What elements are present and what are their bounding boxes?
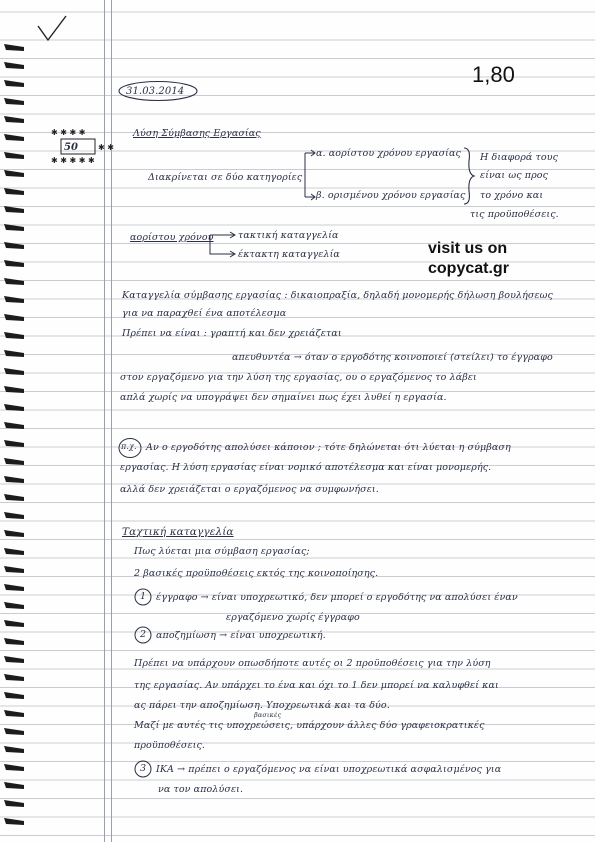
spiral-ring bbox=[4, 638, 24, 645]
note-line: Πως λύεται μια σύμβαση εργασίας; bbox=[134, 546, 310, 557]
watermark-line-2: copycat.gr bbox=[428, 260, 509, 277]
note-line: Μαζί με αυτές τις υποχρεώσεις, υπάρχουν άλλες δύο γραφειοκρατικές bbox=[134, 720, 485, 731]
difference-note-2: είναι ως προς bbox=[480, 170, 549, 181]
difference-note-4: τις προϋποθέσεις. bbox=[470, 209, 559, 220]
aoristou-arrows bbox=[208, 230, 238, 260]
spiral-ring bbox=[4, 440, 24, 447]
note-line: της εργασίας. Αν υπάρχει το ένα και όχι το 1 δεν μπορεί να καλυφθεί και bbox=[134, 680, 499, 691]
ordinary-termination: τακτική καταγγελία bbox=[238, 230, 339, 241]
spiral-ring bbox=[4, 62, 24, 69]
spiral-ring bbox=[4, 620, 24, 627]
spiral-ring bbox=[4, 404, 24, 411]
page-heading: Λύση Σύμβασης Εργασίας bbox=[133, 128, 261, 139]
spiral-ring bbox=[4, 728, 24, 735]
spiral-ring bbox=[4, 152, 24, 159]
spiral-ring bbox=[4, 80, 24, 87]
date: 31.03.2014 bbox=[126, 86, 185, 97]
spiral-ring bbox=[4, 584, 24, 591]
spiral-ring bbox=[4, 44, 24, 51]
spiral-ring bbox=[4, 170, 24, 177]
right-brace bbox=[462, 146, 476, 206]
example-marker: π.χ. bbox=[121, 442, 137, 451]
svg-text:✱ ✱ ✱ ✱: ✱ ✱ ✱ ✱ bbox=[51, 128, 86, 137]
extraordinary-termination: έκτακτη καταγγελία bbox=[238, 249, 340, 260]
difference-note-1: Η διαφορά τους bbox=[480, 152, 559, 163]
note-line: αποζημίωση → είναι υποχρεωτική. bbox=[156, 630, 326, 641]
spiral-ring bbox=[4, 260, 24, 267]
note-line: αλλά δεν χρειάζεται ο εργαζόμενος να συμφωνήσει. bbox=[120, 484, 379, 495]
note-line: έγγραφο → είναι υποχρεωτικό, δεν μπορεί ο εργοδότης να απολύσει έναν bbox=[156, 592, 518, 603]
note-line: για να παραχθεί ένα αποτέλεσμα bbox=[122, 308, 287, 319]
check-mark-icon bbox=[36, 14, 76, 44]
spiral-ring bbox=[4, 332, 24, 339]
spiral-ring bbox=[4, 602, 24, 609]
category-a: α. αορίστου χρόνου εργασίας bbox=[316, 148, 461, 159]
spiral-ring bbox=[4, 278, 24, 285]
spiral-ring bbox=[4, 476, 24, 483]
note-line: Πρέπει να υπάρχουν οπωσδήποτε αυτές οι 2 προϋποθέσεις για την λύση bbox=[134, 658, 491, 669]
spiral-ring bbox=[4, 494, 24, 501]
spiral-ring bbox=[4, 818, 24, 825]
note-line: απευθυντέα → όταν ο εργοδότης κοινοποιεί (στείλει) το έγγραφο bbox=[232, 352, 553, 363]
spiral-ring bbox=[4, 764, 24, 771]
spiral-ring bbox=[4, 296, 24, 303]
difference-note-3: το χρόνο και bbox=[480, 190, 544, 201]
split-arrows bbox=[295, 150, 315, 200]
spiral-ring bbox=[4, 188, 24, 195]
spiral-ring bbox=[4, 566, 24, 573]
spiral-ring bbox=[4, 350, 24, 357]
note-line: Καταγγελία σύμβασης εργασίας : δικαιοπραξία, δηλαδή μονομερής δήλωση βουλήσεως bbox=[122, 290, 553, 301]
spiral-ring bbox=[4, 242, 24, 249]
insert-word: βασικές bbox=[254, 711, 282, 719]
grade-score: 1,80 bbox=[472, 62, 515, 87]
note-line: απλά χωρίς να υπογράψει δεν σημαίνει πως έχει λυθεί η εργασία. bbox=[120, 392, 447, 403]
note-line: στον εργαζόμενο για την λύση της εργασίας, ου ο εργαζόμενος το λάβει bbox=[120, 372, 477, 383]
number-marker: 2 bbox=[140, 629, 147, 640]
spiral-ring bbox=[4, 710, 24, 717]
spiral-binding bbox=[0, 38, 30, 838]
spiral-ring bbox=[4, 314, 24, 321]
note-line: εργαζόμενο χωρίς έγγραφο bbox=[226, 612, 360, 623]
svg-text:✱ ✱ ✱ ✱ ✱: ✱ ✱ ✱ ✱ ✱ bbox=[51, 156, 95, 165]
note-line: να τον απολύσει. bbox=[158, 784, 244, 795]
spiral-ring bbox=[4, 548, 24, 555]
aoristou-label: αορίστου χρόνου bbox=[130, 232, 214, 243]
spiral-ring bbox=[4, 782, 24, 789]
spiral-ring bbox=[4, 368, 24, 375]
spiral-ring bbox=[4, 800, 24, 807]
star-stamp bbox=[48, 126, 120, 166]
spiral-ring bbox=[4, 458, 24, 465]
spiral-ring bbox=[4, 674, 24, 681]
spiral-ring bbox=[4, 746, 24, 753]
spiral-ring bbox=[4, 98, 24, 105]
spiral-ring bbox=[4, 512, 24, 519]
spiral-ring bbox=[4, 656, 24, 663]
category-b: β. ορισμένου χρόνου εργασίας bbox=[316, 190, 466, 201]
note-line: Πρέπει να είναι : γραπτή και δεν χρειάζεται bbox=[122, 328, 342, 339]
section-heading: Ταχτική καταγγελία bbox=[122, 526, 234, 538]
spiral-ring bbox=[4, 134, 24, 141]
note-line: ας πάρει την αποζημίωση. Υποχρεωτικά και τα δύο. bbox=[134, 700, 390, 711]
categories-text: Διακρίνεται σε δύο κατηγορίες bbox=[148, 172, 303, 183]
note-line: ΙΚΑ → πρέπει ο εργαζόμενος να είναι υποχρεωτικά ασφαλισμένος για bbox=[156, 764, 502, 775]
spiral-ring bbox=[4, 116, 24, 123]
stamp-number: 50 bbox=[64, 142, 79, 153]
note-line: 2 βασικές προϋποθέσεις εκτός της κοινοποίησης. bbox=[134, 568, 379, 579]
spiral-ring bbox=[4, 224, 24, 231]
spiral-ring bbox=[4, 530, 24, 537]
number-marker: 1 bbox=[140, 591, 147, 602]
spiral-ring bbox=[4, 386, 24, 393]
spiral-ring bbox=[4, 692, 24, 699]
spiral-ring bbox=[4, 206, 24, 213]
spiral-ring bbox=[4, 422, 24, 429]
note-line: Αν ο εργοδότης απολύσει κάποιον ; τότε δηλώνεται ότι λύεται η σύμβαση bbox=[146, 442, 511, 453]
watermark-line-1: visit us on bbox=[428, 240, 508, 257]
note-line: εργασίας. Η λύση εργασίας είναι νομικό αποτέλεσμα και είναι μονομερής. bbox=[120, 462, 492, 473]
note-line: προϋποθέσεις. bbox=[134, 740, 206, 751]
svg-text:✱ ✱: ✱ ✱ bbox=[98, 143, 114, 152]
number-marker: 3 bbox=[140, 763, 147, 774]
